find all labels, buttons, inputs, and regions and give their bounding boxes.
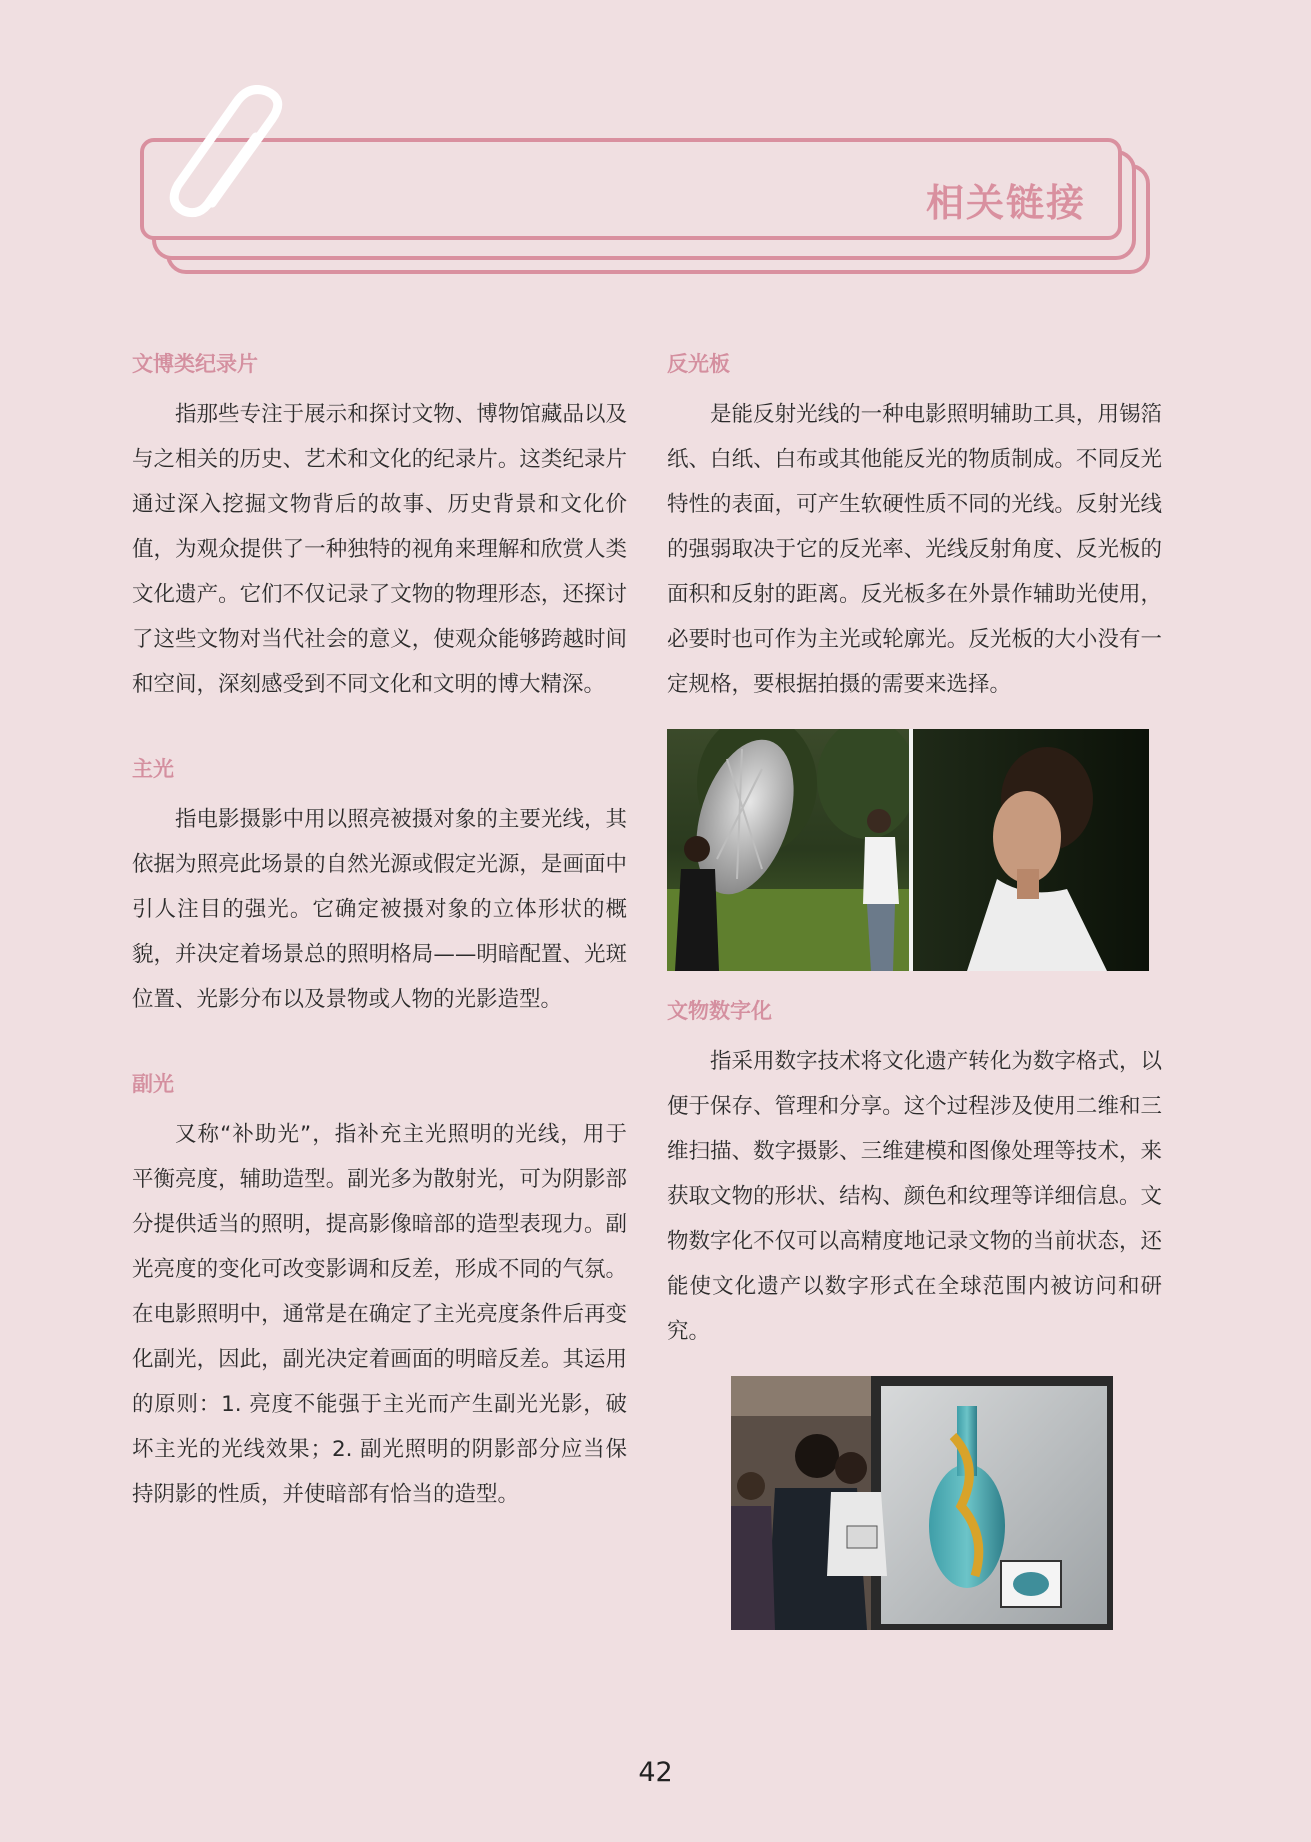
section-paragraph: 又称“补助光”，指补充主光照明的光线，用于平衡亮度，辅助造型。副光多为散射光，可为阴影部分提供适当的照明，提高影像暗部的造型表现力。副光亮度的变化可改变影调和反差，形成不同的气氛。在电影照明中，通常是在确定了主光亮度条件后再变化副光，因此，副光决定着画面的明暗反差。其运用的原则：1. 亮度不能强于主光而产生副光光影，破坏主光的光线效果；2. 副光照明的阴影部分应当保持阴影的性质，并使暗部有恰当的造型。 (132, 1122, 627, 1507)
section-title: 文物数字化 (667, 999, 772, 1023)
section-header-title: 相关链接 (925, 181, 1086, 225)
reflector-photo (667, 729, 1149, 971)
section-paragraph: 是能反射光线的一种电影照明辅助工具，用锡箔纸、白纸、白布或其他能反光的物质制成。不同反光特性的表面，可产生软硬性质不同的光线。反射光线的强弱取决于它的反光率、光线反射角度、反光板的面积和反射的距离。反光板多在外景作辅助光使用，必要时也可作为主光或轮廓光。反光板的大小没有一定规格，要根据拍摄的需要来选择。 (667, 402, 1162, 697)
section-title: 主光 (132, 757, 174, 781)
digitization-photo (731, 1376, 1113, 1630)
section-paragraph: 指那些专注于展示和探讨文物、博物馆藏品以及与之相关的历史、艺术和文化的纪录片。这类纪录片通过深入挖掘文物背后的故事、历史背景和文化价值，为观众提供了一种独特的视角来理解和欣赏人类文化遗产。它们不仅记录了文物的物理形态，还探讨了这些文物对当代社会的意义，使观众能够跨越时间和空间，深刻感受到不同文化和文明的博大精深。 (132, 402, 627, 697)
left-column (132, 350, 627, 1517)
section-paragraph: 指采用数字技术将文化遗产转化为数字格式，以便于保存、管理和分享。这个过程涉及使用二维和三维扫描、数字摄影、三维建模和图像处理等技术，来获取文物的形状、结构、颜色和纹理等详细信息。文物数字化不仅可以高精度地记录文物的当前状态，还能使文化遗产以数字形式在全球范围内被访问和研究。 (667, 1049, 1162, 1344)
page-number: 42 (638, 1757, 673, 1788)
section-title: 反光板 (667, 352, 730, 376)
section-title: 文博类纪录片 (132, 352, 258, 376)
section-paragraph: 指电影摄影中用以照亮被摄对象的主要光线，其依据为照亮此场景的自然光源或假定光源，是画面中引人注目的强光。它确定被摄对象的立体形状的概貌，并决定着场景总的照明格局——明暗配置、光斑位置、光影分布以及景物或人物的光影造型。 (132, 807, 627, 1012)
section-title: 副光 (132, 1072, 174, 1096)
paperclip-icon (160, 85, 290, 225)
right-column (667, 350, 1162, 1630)
